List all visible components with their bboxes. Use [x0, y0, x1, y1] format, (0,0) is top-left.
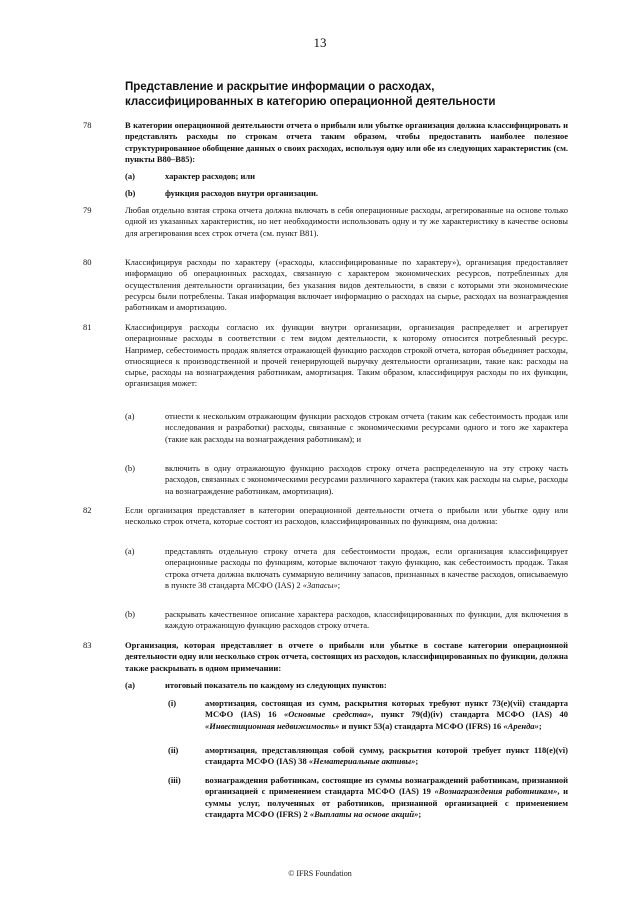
subitem-text-part: , и суммы услуг, полученных от работников, признанной организацией с применением стандарта МСФО (IFRS) 2 — [205, 786, 568, 819]
item-text: отнести к нескольким отражающим функции расходов строкам отчета (таким как себестоимость продаж или исследования и разработки) расходы, связанные с экономическими ресурсами одного и того же характера (такие как расходы на вознаграждения работникам); и — [165, 411, 568, 444]
subitem-text-part: амортизация, представляющая собой сумму, раскрытия которой требует пункт 118(e)(vi) стандарта МСФО (IAS) 38 — [205, 745, 568, 767]
paragraph-text: Если организация представляет в категории операционной деятельности отчета о прибыли или убытке одну или несколько строк отчета, которые состоят из расходов, классифицированных по функциям, она должна: — [125, 505, 568, 527]
paragraph-number: 78 — [83, 120, 92, 130]
standard-title: «Инвестиционная недвижимость» — [205, 720, 340, 731]
paragraph-number: 81 — [83, 322, 92, 332]
item-label: (a) — [125, 680, 135, 690]
paragraph-text: Организация, которая представляет в отчете о прибыли или убытке в составе категории операционной деятельности одну или несколько строк отчета, состоящих из расходов, классифицированных по функции, должна также раскрывать в одном примечании: — [125, 640, 568, 673]
subitem-text-part: вознаграждения работникам, состоящие из суммы вознаграждений работникам, признанной организацией с применением стандарта МСФО (IAS) 19 — [205, 775, 568, 797]
standard-title: «Основные средства» — [284, 709, 372, 720]
paragraph-text: В категории операционной деятельности отчета о прибыли или убытке организация должна классифицировать и представлять расходы по строкам отчета таким образом, чтобы предоставить наиболее полезное структурированное обобщение данных о своих расходах, используя одну или обе из следующих характеристик (см. пункты В80–В85): — [125, 120, 568, 164]
subitem-text-part: ; — [418, 808, 422, 819]
item-text: характер расходов; или — [165, 171, 256, 181]
item-label: (a) — [125, 546, 135, 556]
item-text-part: представлять отдельную строку отчета для себестоимости продаж, если организация классифицирует операционные расходы по функциям, которые включают такую функцию, как себестоимость продаж. Такая строка отчета должна включать суммарную величину запасов, признанных в качестве расходов, описываемую в пункте 38 стандарта МСФО (IAS) 2 — [165, 546, 568, 590]
paragraph-number: 83 — [83, 640, 92, 650]
subitem-text-part: ; — [415, 756, 419, 767]
subitem-label: (ii) — [168, 745, 179, 755]
item-label: (b) — [125, 188, 136, 198]
subitem-label: (i) — [168, 698, 177, 708]
paragraph-number: 82 — [83, 505, 92, 515]
standard-title: «Нематериальные активы» — [308, 756, 416, 767]
subitem-label: (iii) — [168, 775, 181, 785]
item-text: включить в одну отражающую функцию расходов строку отчета распределенную на эту строку часть расходов, связанных с экономическими ресурсами различного характера (таких как расходы на сырье, расходы на вознаграждение работникам, амортизация). — [165, 463, 568, 496]
subitem-text — [205, 698, 568, 732]
paragraph-number: 79 — [83, 205, 92, 215]
subitem-text-part: и пункт 53(a) стандарта МСФО (IFRS) 16 — [339, 720, 504, 731]
standard-title: «Вознаграждения работникам» — [434, 786, 558, 797]
paragraph-text: Классифицируя расходы по характеру («расходы, классифицированные по характеру»), организация предоставляет информацию об операционных расходах, связанную с характером экономических ресурсов, потребленных для осуществления деятельности организации, без указания видов деятельности, в связи с которыми эти экономические ресурсы были потреблены. Такая информация включает информацию о расходах на сырье, расходах на вознаграждения работникам и амортизацию. — [125, 257, 568, 313]
item-label: (b) — [125, 609, 135, 619]
subitem-text — [205, 745, 568, 768]
standard-title: «Аренда» — [503, 720, 539, 731]
item-text: раскрывать качественное описание характера расходов, классифицированных по функции, для включения в каждую отражающую функцию расходов строку отчета. — [165, 609, 568, 631]
standard-title: «Выплаты на основе акций» — [309, 808, 419, 819]
item-text — [165, 546, 568, 591]
item-text: итоговый показатель по каждому из следующих пунктов: — [165, 680, 387, 690]
page-number: 13 — [313, 35, 327, 50]
item-text-part: ; — [337, 579, 341, 590]
paragraph-number: 80 — [83, 257, 92, 267]
footer-copyright: © IFRS Foundation — [288, 869, 352, 878]
subitem-text-part: ; — [538, 720, 542, 731]
item-text: функция расходов внутри организации. — [165, 188, 318, 198]
paragraph-text: Любая отдельно взятая строка отчета должна включать в себя операционные расходы, агрегированные на основе только одной из указанных характеристик, но нет необходимости использовать одну и ту же характеристику в качестве основы для агрегирования всех строк отчета (см. пункт В81). — [125, 205, 568, 238]
subitem-text-part: амортизация, состоящая из сумм, раскрытия которых требуют пункт 73(e)(vii) стандарта МСФО (IAS) 16 — [205, 698, 568, 720]
subitem-text-part: , пункт 79(d)(iv) стандарта МСФО (IAS) 40 — [371, 709, 568, 720]
item-label: (b) — [125, 463, 135, 473]
item-label: (a) — [125, 411, 135, 421]
paragraph-text: Классифицируя расходы согласно их функции внутри организации, организация распределяет и агрегирует операционные расходы в соответствии с тем видом деятельности, к которому относится потребленный ресурс. Например, себестоимость продаж является отражающей функцию расходов строкой отчета, которая объединяет расходы, относящиеся к производственной и прочей генерирующей выручку деятельности организации, такие как: расходы на сырье, расходы на вознаграждения работникам, амортизация. Таким образом, классифицируя расходы по их функции, организация может: — [125, 322, 568, 389]
standard-title: «Запасы» — [302, 579, 338, 590]
subitem-text — [205, 775, 568, 820]
item-label: (a) — [125, 171, 135, 181]
section-heading: Представление и раскрытие информации о расходах, классифицированных в категорию операционной деятельности — [125, 81, 496, 108]
